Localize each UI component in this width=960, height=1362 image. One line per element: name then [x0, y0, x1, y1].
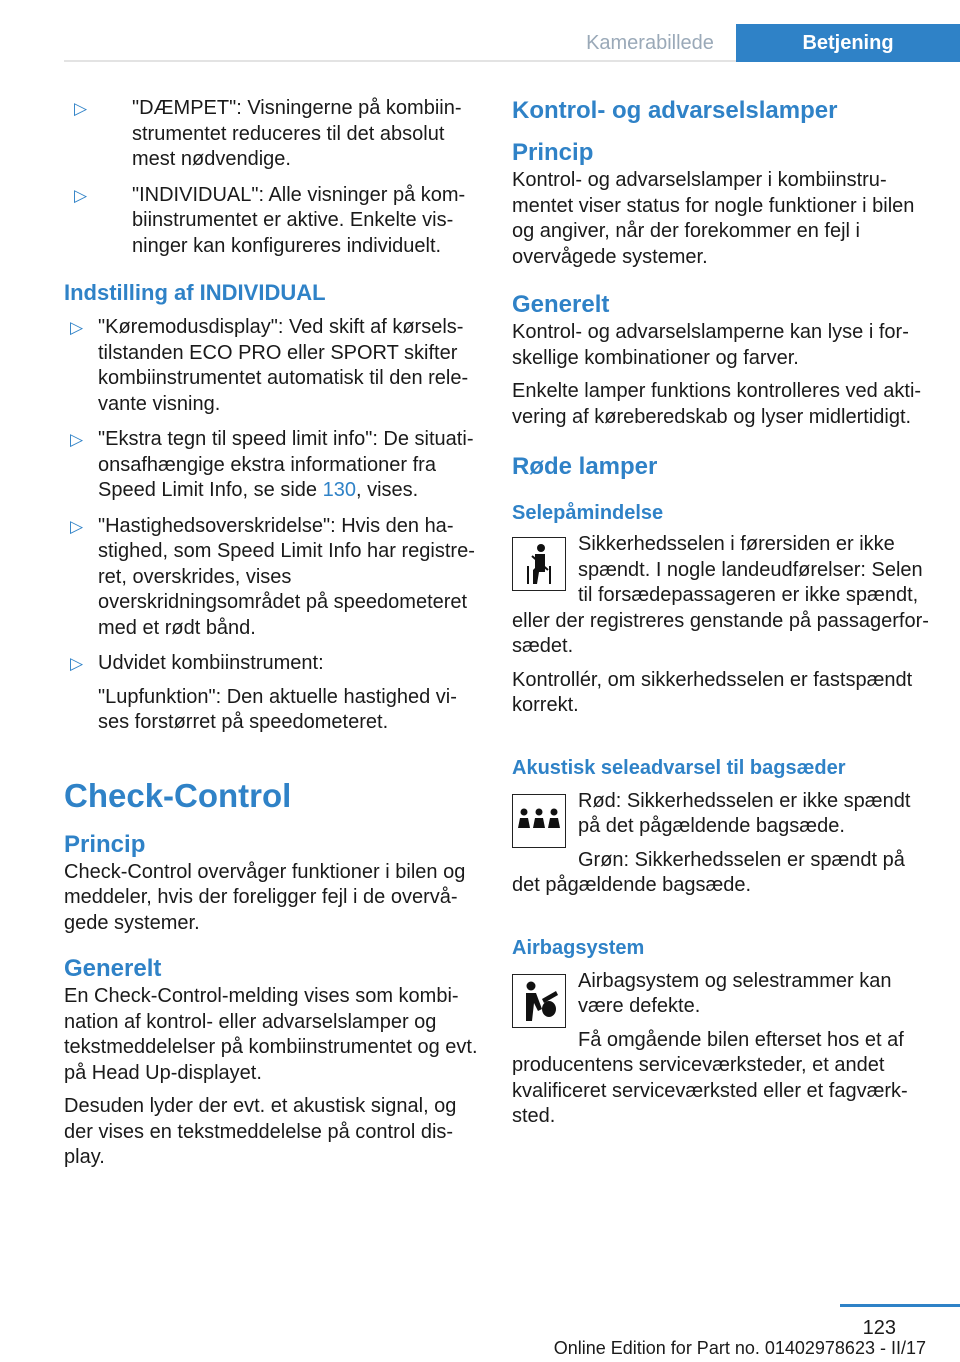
sub-paragraph: "Lupfunktion": Den aktuelle hastighed vises forstørret på speedometeret.	[98, 685, 457, 733]
page-number: 123	[862, 1317, 896, 1339]
airbag-text: Airbagsystem og selestrammer kan være defekte.	[578, 969, 892, 1017]
rear-belt-heading: Akustisk seleadvarsel til bagsæder	[512, 756, 846, 779]
seatbelt-lamp-block	[512, 532, 932, 660]
header-chapter-tab[interactable]: Betjening	[736, 24, 960, 62]
header-section-tab[interactable]: Kamerabillede	[586, 31, 714, 54]
airbag-text: Få omgående bilen efterset hos et af producentens serviceværksteder, et andet kvalificeret serviceværksted eller et fagværksted.	[512, 1028, 908, 1127]
generelt-text: Enkelte lamper funktions kontrolleres ved aktivering af køreberedskab og lyser midlertidigt.	[512, 380, 922, 428]
triangle-bullet-icon: ▷	[70, 516, 84, 536]
triangle-bullet-icon: ▷	[70, 430, 84, 449]
red-lamps-heading: Røde lamper	[512, 453, 658, 480]
rear-belt-text: Grøn: Sikkerhedsselen er spændt på det pågældende bagsæde.	[512, 848, 905, 896]
princip-text: Check-Control overvåger funktioner i bilen og meddeler, hvis der foreligger fejl i de overvågede systemer.	[64, 860, 466, 934]
check-control-title: Check-Control	[64, 776, 292, 814]
generelt-heading: Generelt	[512, 291, 610, 318]
rear-belt-lamp-block	[512, 789, 932, 899]
triangle-bullet-icon: ▷	[74, 99, 88, 118]
list-item: ▷ "Køremodusdisplay": Ved skift af kørselstilstanden ECO PRO eller SPORT skifter kombiinstrumentet automatisk til den relevante visning.	[70, 316, 469, 415]
individual-heading: Indstilling af INDIVIDUAL	[64, 280, 326, 305]
triangle-bullet-icon: ▷	[70, 654, 84, 673]
generelt-heading: Generelt	[64, 955, 162, 982]
lamps-title: Kontrol- og advarselslamper	[512, 97, 838, 124]
list-item: ▷ "Hastighedsoverskridelse": Hvis den hastighed, som Speed Limit Info har registreret, overskrides, vises overskridningsområdet på speedometeret med et rødt bånd.	[70, 514, 475, 639]
right-column	[512, 96, 932, 1130]
seatbelt-text: Sikkerhedsselen i førersiden er ikke spændt. I nogle landeudførelser: Selen til forsædepassageren er ikke spændt, eller der registreres genstande på passagerforsædet.	[512, 533, 929, 657]
edition-note: Online Edition for Part no. 01402978623 - II/17	[553, 1338, 926, 1358]
generelt-text: Desuden lyder der evt. et akustisk signal, og der vises en tekstmeddelelse på control display.	[64, 1095, 457, 1168]
airbag-heading: Airbagsystem	[512, 936, 645, 959]
seatbelt-text-2: Kontrollér, om sikkerhedsselen er fastspændt korrekt.	[512, 668, 913, 716]
list-item: ▷ "DÆMPET": Visningerne på kombiinstrumentet reduceres til det absolut mest nødvendige.	[74, 97, 462, 170]
list-item: ▷ "INDIVIDUAL": Alle visninger på kombiinstrumentet er aktive. Enkelte visninger kan konfigureres individuelt.	[74, 183, 466, 257]
princip-heading: Princip	[64, 830, 146, 858]
generelt-text: Kontrol- og advarselslamperne kan lyse i forskellige kombinationer og farver.	[512, 321, 909, 369]
footer-rule	[840, 1304, 960, 1307]
princip-text: Kontrol- og advarselslamper i kombiinstrumentet viser status for nogle funktioner i bilen og angiver, når der forekommer en fejl i overvågede systemer.	[512, 169, 915, 268]
airbag-warning-icon	[512, 974, 566, 1028]
page-reference-link[interactable]: 130	[322, 479, 356, 501]
triangle-bullet-icon: ▷	[74, 185, 88, 205]
list-item: ▷ "Ekstra tegn til speed limit info": De situationsafhængige ekstra informationer fra Speed Limit Info, se side 130, vises.	[70, 428, 474, 501]
list-item: ▷ Udvidet kombiinstrument: "Lupfunktion": Den aktuelle hastighed vises forstørret på speedometeret.	[64, 651, 478, 736]
left-column	[64, 96, 478, 1171]
seatbelt-warning-icon	[512, 537, 566, 591]
airbag-lamp-block	[512, 969, 932, 1130]
generelt-text: En Check-Control-melding vises som kombination af kontrol- eller advarselslamper og tekstmeddelelser på kombiinstrumentet og evt. på Head Up-displayet.	[64, 985, 478, 1084]
triangle-bullet-icon: ▷	[70, 318, 84, 337]
rear-belt-text: Rød: Sikkerhedsselen er ikke spændt på det pågældende bagsæde.	[578, 789, 911, 837]
princip-heading: Princip	[512, 139, 594, 166]
seatbelt-heading: Selepåmindelse	[512, 502, 664, 524]
rear-seat-occupants-icon	[512, 794, 566, 848]
